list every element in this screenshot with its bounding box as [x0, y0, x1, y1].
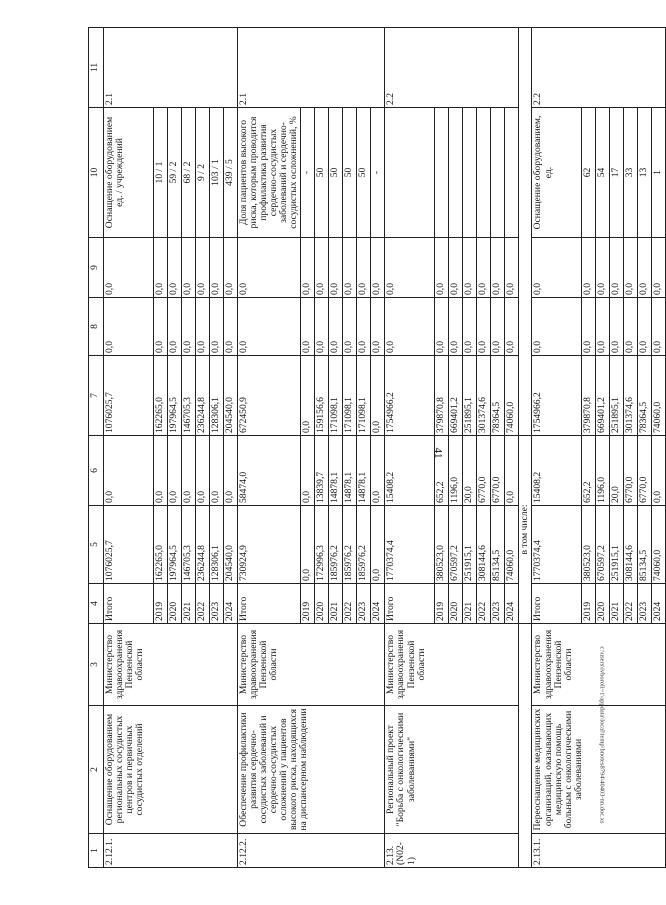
- amount-cell: 1196,0: [596, 436, 610, 506]
- item-code: 2.13.1.: [532, 834, 666, 868]
- amount-cell: 6770,0: [638, 436, 652, 506]
- amount-cell: 0,0: [301, 356, 315, 436]
- amount-cell: 0,0: [371, 356, 385, 436]
- total-cell: 58474,0: [238, 436, 301, 506]
- indicator-value: [435, 108, 449, 238]
- total-cell: 0,0: [532, 238, 582, 298]
- amount-cell: 301374,6: [477, 356, 491, 436]
- amount-cell: 0,0: [196, 238, 210, 298]
- amount-cell: 0,0: [596, 298, 610, 356]
- total-cell: 1076025,7: [104, 506, 154, 584]
- amount-cell: 0,0: [315, 238, 329, 298]
- amount-cell: 0,0: [357, 238, 371, 298]
- item-ref: 2.2: [532, 28, 666, 108]
- indicator-value: 50: [315, 108, 329, 238]
- amount-cell: 236244,8: [196, 506, 210, 584]
- column-number: 8: [89, 298, 104, 356]
- indicator-value: 17: [610, 108, 624, 238]
- amount-cell: 0,0: [582, 238, 596, 298]
- amount-cell: 0,0: [224, 436, 238, 506]
- total-cell: Итого: [532, 584, 582, 624]
- block-total-row: [532, 28, 582, 868]
- indicator-value: [505, 108, 519, 238]
- amount-cell: 0,0: [210, 238, 224, 298]
- amount-cell: 0,0: [210, 436, 224, 506]
- amount-cell: 197964,5: [168, 356, 182, 436]
- indicator-value: [463, 108, 477, 238]
- amount-cell: 14878,1: [357, 436, 371, 506]
- amount-cell: 0,0: [435, 298, 449, 356]
- column-number: 5: [89, 506, 104, 584]
- amount-cell: 20,0: [463, 436, 477, 506]
- year-cell: 2021: [329, 584, 343, 624]
- amount-cell: 0,0: [449, 238, 463, 298]
- amount-cell: 301374,6: [624, 356, 638, 436]
- indicator-value: 50: [343, 108, 357, 238]
- column-number: 2: [89, 706, 104, 834]
- amount-cell: 0,0: [154, 238, 168, 298]
- year-cell: 2023: [357, 584, 371, 624]
- year-cell: 2022: [196, 584, 210, 624]
- amount-cell: 0,0: [196, 298, 210, 356]
- year-cell: 2020: [449, 584, 463, 624]
- total-cell: 1770374,4: [532, 506, 582, 584]
- amount-cell: 0,0: [371, 238, 385, 298]
- indicator-value: [491, 108, 505, 238]
- total-cell: 0,0: [104, 298, 154, 356]
- item-executor: Министерство здравоохранения Пензенской области: [532, 624, 666, 706]
- amount-cell: 0,0: [154, 298, 168, 356]
- amount-cell: 78364,5: [491, 356, 505, 436]
- budget-table: [88, 27, 666, 868]
- indicator-value: 33: [624, 108, 638, 238]
- amount-cell: 652,2: [582, 436, 596, 506]
- block-total-row: [385, 28, 435, 868]
- amount-cell: 0,0: [435, 238, 449, 298]
- column-number: 10: [89, 108, 104, 238]
- amount-cell: 0,0: [505, 298, 519, 356]
- year-cell: 2020: [168, 584, 182, 624]
- amount-cell: 380523,0: [582, 506, 596, 584]
- amount-cell: 669401,2: [596, 356, 610, 436]
- amount-cell: 0,0: [371, 436, 385, 506]
- amount-cell: 0,0: [491, 298, 505, 356]
- item-name: Переоснащение медицинских организаций, оказывающих медицинскую помощь больным с онкологическими заболеваниями: [532, 706, 666, 834]
- amount-cell: 171098,1: [329, 356, 343, 436]
- amount-cell: 172996,3: [315, 506, 329, 584]
- total-cell: 0,0: [385, 298, 435, 356]
- amount-cell: 162265,0: [154, 506, 168, 584]
- indicator-name: Оснащение оборудованием ед. / учреждений: [104, 108, 154, 238]
- total-cell: 1770374,4: [385, 506, 435, 584]
- indicator-value: 10 / 1: [154, 108, 168, 238]
- amount-cell: 0,0: [371, 298, 385, 356]
- amount-cell: 185976,2: [357, 506, 371, 584]
- amount-cell: 379870,8: [435, 356, 449, 436]
- amount-cell: 0,0: [463, 238, 477, 298]
- amount-cell: 85134,5: [638, 506, 652, 584]
- year-cell: 2019: [154, 584, 168, 624]
- total-cell: 672450,9: [238, 356, 301, 436]
- amount-cell: 146705,3: [182, 506, 196, 584]
- indicator-value: -: [301, 108, 315, 238]
- amount-cell: 78364,5: [638, 356, 652, 436]
- year-cell: 2019: [582, 584, 596, 624]
- amount-cell: 0,0: [301, 506, 315, 584]
- amount-cell: 0,0: [315, 298, 329, 356]
- amount-cell: 0,0: [371, 506, 385, 584]
- total-cell: 0,0: [104, 238, 154, 298]
- amount-cell: 0,0: [624, 238, 638, 298]
- amount-cell: 0,0: [610, 298, 624, 356]
- item-executor: Министерство здравоохранения Пензенской области: [238, 624, 385, 706]
- amount-cell: 1196,0: [449, 436, 463, 506]
- amount-cell: 185976,2: [329, 506, 343, 584]
- item-ref: 2.1: [238, 28, 385, 108]
- indicator-value: [449, 108, 463, 238]
- item-ref: 2.2: [385, 28, 519, 108]
- total-cell: 0,0: [385, 238, 435, 298]
- indicator-value: 13: [638, 108, 652, 238]
- amount-cell: 0,0: [638, 298, 652, 356]
- column-number: 4: [89, 584, 104, 624]
- indicator-value: [477, 108, 491, 238]
- indicator-value: 68 / 2: [182, 108, 196, 238]
- page-number: 41: [432, 447, 444, 459]
- total-cell: 1754966,2: [532, 356, 582, 436]
- indicator-value: 50: [357, 108, 371, 238]
- year-cell: 2024: [652, 584, 666, 624]
- total-cell: 0,0: [532, 298, 582, 356]
- column-number-row: [89, 28, 104, 868]
- amount-cell: 0,0: [505, 238, 519, 298]
- amount-cell: 0,0: [357, 298, 371, 356]
- amount-cell: 379870,8: [582, 356, 596, 436]
- year-cell: 2020: [315, 584, 329, 624]
- amount-cell: 0,0: [329, 238, 343, 298]
- item-name: Оснащение оборудованием региональных сосудистых центров и первичных сосудистых отделений: [104, 706, 238, 834]
- amount-cell: 0,0: [182, 436, 196, 506]
- amount-cell: 6770,0: [624, 436, 638, 506]
- block-total-row: [238, 28, 301, 868]
- column-number: 11: [89, 28, 104, 108]
- amount-cell: 74060,0: [505, 356, 519, 436]
- indicator-name: [385, 108, 435, 238]
- amount-cell: 204540,0: [224, 506, 238, 584]
- amount-cell: 0,0: [449, 298, 463, 356]
- amount-cell: 128306,1: [210, 506, 224, 584]
- indicator-value: 439 / 5: [224, 108, 238, 238]
- amount-cell: 13839,7: [315, 436, 329, 506]
- total-cell: Итого: [385, 584, 435, 624]
- column-number: 6: [89, 436, 104, 506]
- total-cell: 15408,2: [532, 436, 582, 506]
- amount-cell: 670597,2: [449, 506, 463, 584]
- rotated-table-container: [88, 28, 664, 868]
- amount-cell: 0,0: [652, 298, 666, 356]
- in-total-row: [519, 28, 532, 868]
- item-name: Обеспечение профилактики развития сердечно-сосудистых заболеваний и сердечно-сосудистых осложнений у пациентов высокого риска, находящихся на диспансерном наблюдении: [238, 706, 385, 834]
- total-cell: 0,0: [104, 436, 154, 506]
- amount-cell: 74060,0: [505, 506, 519, 584]
- indicator-value: 9 / 2: [196, 108, 210, 238]
- amount-cell: 0,0: [301, 238, 315, 298]
- indicator-name: Доля пациентов высокого риска, которым проводится профилактика развития сердечно-сосудистых заболеваний и сердечно-сосудистых осложнений, %: [238, 108, 301, 238]
- indicator-name: Оснащение оборудованием, ед.: [532, 108, 582, 238]
- amount-cell: 185976,2: [343, 506, 357, 584]
- amount-cell: 0,0: [196, 436, 210, 506]
- amount-cell: 669401,2: [449, 356, 463, 436]
- amount-cell: 0,0: [182, 238, 196, 298]
- year-cell: 2023: [210, 584, 224, 624]
- amount-cell: 251895,1: [610, 356, 624, 436]
- column-number: 9: [89, 238, 104, 298]
- block-total-row: [104, 28, 154, 868]
- amount-cell: 0,0: [505, 436, 519, 506]
- amount-cell: 0,0: [182, 298, 196, 356]
- amount-cell: 162265,0: [154, 356, 168, 436]
- amount-cell: 0,0: [301, 298, 315, 356]
- year-cell: 2019: [435, 584, 449, 624]
- amount-cell: 0,0: [638, 238, 652, 298]
- indicator-value: 54: [596, 108, 610, 238]
- amount-cell: 204540,0: [224, 356, 238, 436]
- year-cell: 2022: [477, 584, 491, 624]
- item-code: 2.12.1.: [104, 834, 238, 868]
- indicator-value: 59 / 2: [168, 108, 182, 238]
- amount-cell: 171098,1: [357, 356, 371, 436]
- total-cell: 1754966,2: [385, 356, 435, 436]
- amount-cell: 146705,3: [182, 356, 196, 436]
- amount-cell: 0,0: [301, 436, 315, 506]
- indicator-value: 1: [652, 108, 666, 238]
- amount-cell: 0,0: [477, 298, 491, 356]
- amount-cell: 652,2: [435, 436, 449, 506]
- amount-cell: 0,0: [463, 298, 477, 356]
- year-cell: 2019: [301, 584, 315, 624]
- amount-cell: 0,0: [624, 298, 638, 356]
- amount-cell: 0,0: [343, 298, 357, 356]
- year-cell: 2023: [638, 584, 652, 624]
- amount-cell: 236244,8: [196, 356, 210, 436]
- amount-cell: 0,0: [224, 238, 238, 298]
- amount-cell: 14878,1: [329, 436, 343, 506]
- column-number: 3: [89, 624, 104, 706]
- amount-cell: 0,0: [582, 298, 596, 356]
- amount-cell: 0,0: [329, 298, 343, 356]
- amount-cell: 0,0: [154, 436, 168, 506]
- year-cell: 2021: [610, 584, 624, 624]
- amount-cell: 0,0: [477, 238, 491, 298]
- amount-cell: 74060,0: [652, 506, 666, 584]
- year-cell: 2021: [463, 584, 477, 624]
- amount-cell: 251915,1: [610, 506, 624, 584]
- item-name: Региональный проект "Борьба с онкологическими заболеваниями": [385, 706, 519, 834]
- indicator-value: 50: [329, 108, 343, 238]
- amount-cell: 0,0: [610, 238, 624, 298]
- amount-cell: 0,0: [596, 238, 610, 298]
- amount-cell: 14878,1: [343, 436, 357, 506]
- amount-cell: 308144,6: [624, 506, 638, 584]
- in-total-label: в том числе:: [519, 436, 532, 624]
- amount-cell: 251895,1: [463, 356, 477, 436]
- year-cell: 2024: [505, 584, 519, 624]
- amount-cell: 0,0: [491, 238, 505, 298]
- year-cell: 2020: [596, 584, 610, 624]
- item-executor: Министерство здравоохранения Пензенской области: [104, 624, 238, 706]
- amount-cell: 6770,0: [477, 436, 491, 506]
- item-code: 2.13. (N02-1): [385, 834, 519, 868]
- amount-cell: 0,0: [210, 298, 224, 356]
- amount-cell: 670597,2: [596, 506, 610, 584]
- year-cell: 2022: [343, 584, 357, 624]
- amount-cell: 251915,1: [463, 506, 477, 584]
- item-code: 2.12.2.: [238, 834, 385, 868]
- column-number: 7: [89, 356, 104, 436]
- amount-cell: 20,0: [610, 436, 624, 506]
- amount-cell: 6770,0: [491, 436, 505, 506]
- item-ref: 2.1: [104, 28, 238, 108]
- indicator-value: 62: [582, 108, 596, 238]
- amount-cell: 0,0: [652, 436, 666, 506]
- item-executor: Министерство здравоохранения Пензенской области: [385, 624, 519, 706]
- year-cell: 2021: [182, 584, 196, 624]
- amount-cell: 0,0: [168, 436, 182, 506]
- amount-cell: 0,0: [343, 238, 357, 298]
- year-cell: 2023: [491, 584, 505, 624]
- year-cell: 2024: [371, 584, 385, 624]
- amount-cell: 308144,6: [477, 506, 491, 584]
- column-number: 1: [89, 834, 104, 868]
- amount-cell: 0,0: [652, 238, 666, 298]
- indicator-value: 103 / 1: [210, 108, 224, 238]
- total-cell: Итого: [104, 584, 154, 624]
- total-cell: 1076025,7: [104, 356, 154, 436]
- year-cell: 2024: [224, 584, 238, 624]
- total-cell: 15408,2: [385, 436, 435, 506]
- year-cell: 2022: [624, 584, 638, 624]
- indicator-value: -: [371, 108, 385, 238]
- amount-cell: 380523,0: [435, 506, 449, 584]
- total-cell: 0,0: [238, 238, 301, 298]
- amount-cell: 0,0: [168, 238, 182, 298]
- total-cell: 730924,9: [238, 506, 301, 584]
- file-path-footer: c:\users\ivboroli~1\appdata\local\temp\bnotes8794\40403-nn.doc.xs: [598, 646, 606, 824]
- total-cell: Итого: [238, 584, 301, 624]
- total-cell: 0,0: [238, 298, 301, 356]
- amount-cell: 128306,1: [210, 356, 224, 436]
- amount-cell: 197964,5: [168, 506, 182, 584]
- amount-cell: 74060,0: [652, 356, 666, 436]
- amount-cell: 0,0: [168, 298, 182, 356]
- amount-cell: 159156,6: [315, 356, 329, 436]
- amount-cell: 171098,1: [343, 356, 357, 436]
- amount-cell: 85134,5: [491, 506, 505, 584]
- amount-cell: 0,0: [224, 298, 238, 356]
